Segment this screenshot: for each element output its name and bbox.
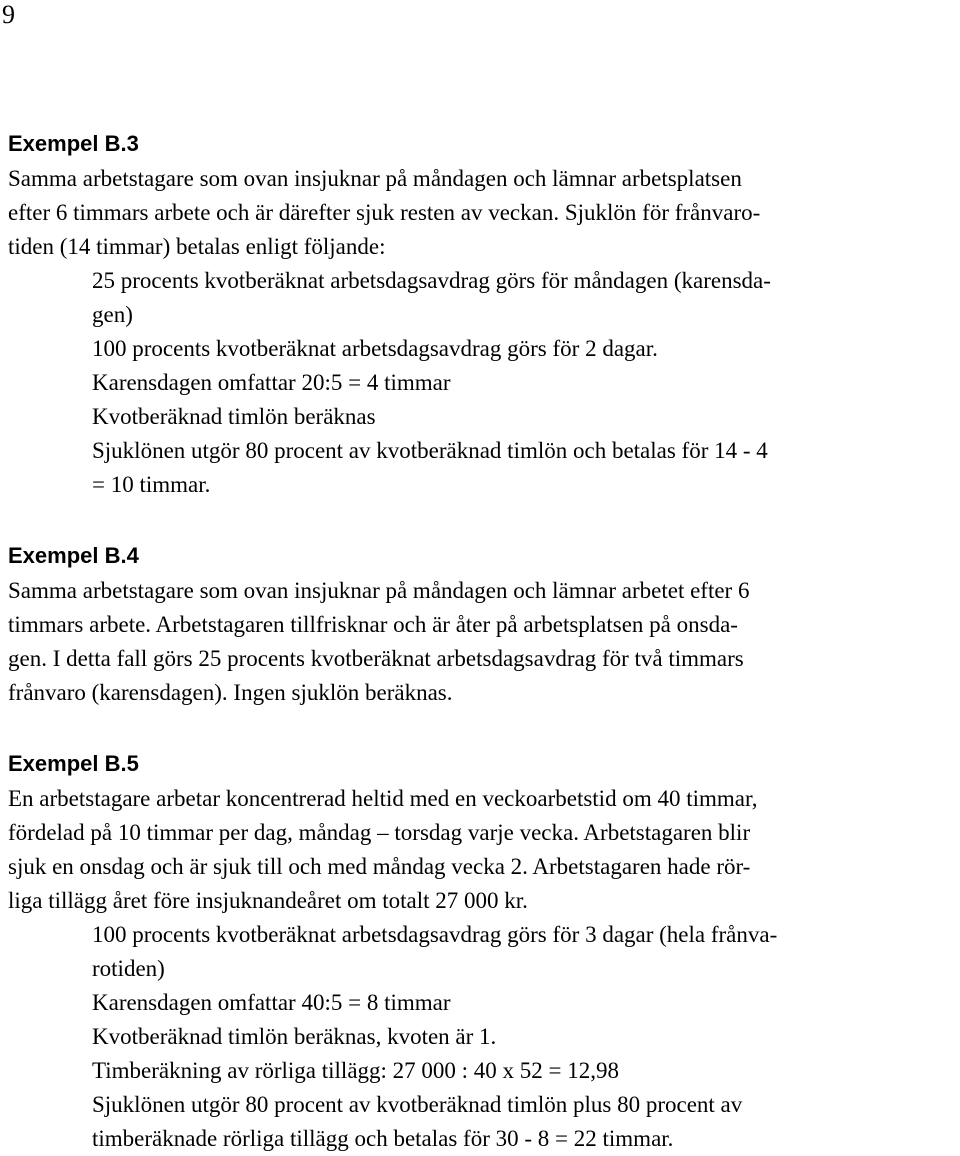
- calculation-line: Karensdagen omfattar 40:5 = 8 timmar: [92, 990, 451, 1015]
- calculation-line: Kvotberäknad timlön beräknas, kvoten är 1.: [92, 1024, 497, 1049]
- calculation-line: 100 procents kvotberäknat arbetsdagsavdrag görs för 2 dagar.: [92, 336, 658, 361]
- paragraph-line: liga tillägg året före insjuknandeåret om totalt 27 000 kr.: [8, 888, 528, 913]
- paragraph-line: Samma arbetstagare som ovan insjuknar på måndagen och lämnar arbetsplatsen: [8, 166, 742, 191]
- paragraph-line: En arbetstagare arbetar koncentrerad heltid med en veckoarbetstid om 40 timmar,: [8, 786, 758, 811]
- calculation-line: rotiden): [92, 956, 165, 981]
- paragraph-line: efter 6 timmars arbete och är därefter sjuk resten av veckan. Sjuklön för frånvaro-: [8, 200, 761, 225]
- section-spacer: [8, 710, 953, 746]
- calculation-line: Sjuklönen utgör 80 procent av kvotberäknad timlön plus 80 procent av: [92, 1092, 743, 1117]
- example-b5: [8, 746, 953, 1156]
- paragraph-line: timmars arbete. Arbetstagaren tillfrisknar och är åter på arbetsplatsen på onsda-: [8, 612, 738, 637]
- example-b4: [8, 538, 953, 710]
- paragraph-line: gen. I detta fall görs 25 procents kvotberäknat arbetsdagsavdrag för två timmars: [8, 646, 744, 671]
- calculation-line: timberäknade rörliga tillägg och betalas för 30 - 8 = 22 timmar.: [92, 1126, 674, 1151]
- calculation-line: 100 procents kvotberäknat arbetsdagsavdrag görs för 3 dagar (hela frånva-: [92, 922, 778, 947]
- calculation-line: 25 procents kvotberäknat arbetsdagsavdrag görs för måndagen (karensda-: [92, 268, 771, 293]
- calculation-line: = 10 timmar.: [92, 472, 211, 497]
- example-b3: [8, 126, 953, 502]
- calculation-line: gen): [92, 302, 133, 327]
- calculation-line: Timberäkning av rörliga tillägg: 27 000 : 40 x 52 = 12,98: [92, 1058, 620, 1083]
- calculation-line: Karensdagen omfattar 20:5 = 4 timmar: [92, 370, 451, 395]
- document-body: [8, 126, 953, 1156]
- example-heading: Exempel B.4: [8, 543, 139, 568]
- paragraph-line: sjuk en onsdag och är sjuk till och med måndag vecka 2. Arbetstagaren hade rör-: [8, 854, 751, 879]
- page-number: 9: [2, 0, 15, 29]
- calculation-line: Kvotberäknad timlön beräknas: [92, 404, 376, 429]
- paragraph-line: frånvaro (karensdagen). Ingen sjuklön beräknas.: [8, 680, 453, 705]
- section-spacer: [8, 502, 953, 538]
- paragraph-line: Samma arbetstagare som ovan insjuknar på måndagen och lämnar arbetet efter 6: [8, 578, 750, 603]
- paragraph-line: fördelad på 10 timmar per dag, måndag – torsdag varje vecka. Arbetstagaren blir: [8, 820, 751, 845]
- calculation-line: Sjuklönen utgör 80 procent av kvotberäknad timlön och betalas för 14 - 4: [92, 438, 768, 463]
- example-heading: Exempel B.5: [8, 751, 139, 776]
- example-heading: Exempel B.3: [8, 131, 139, 156]
- paragraph-line: tiden (14 timmar) betalas enligt följande:: [8, 234, 386, 259]
